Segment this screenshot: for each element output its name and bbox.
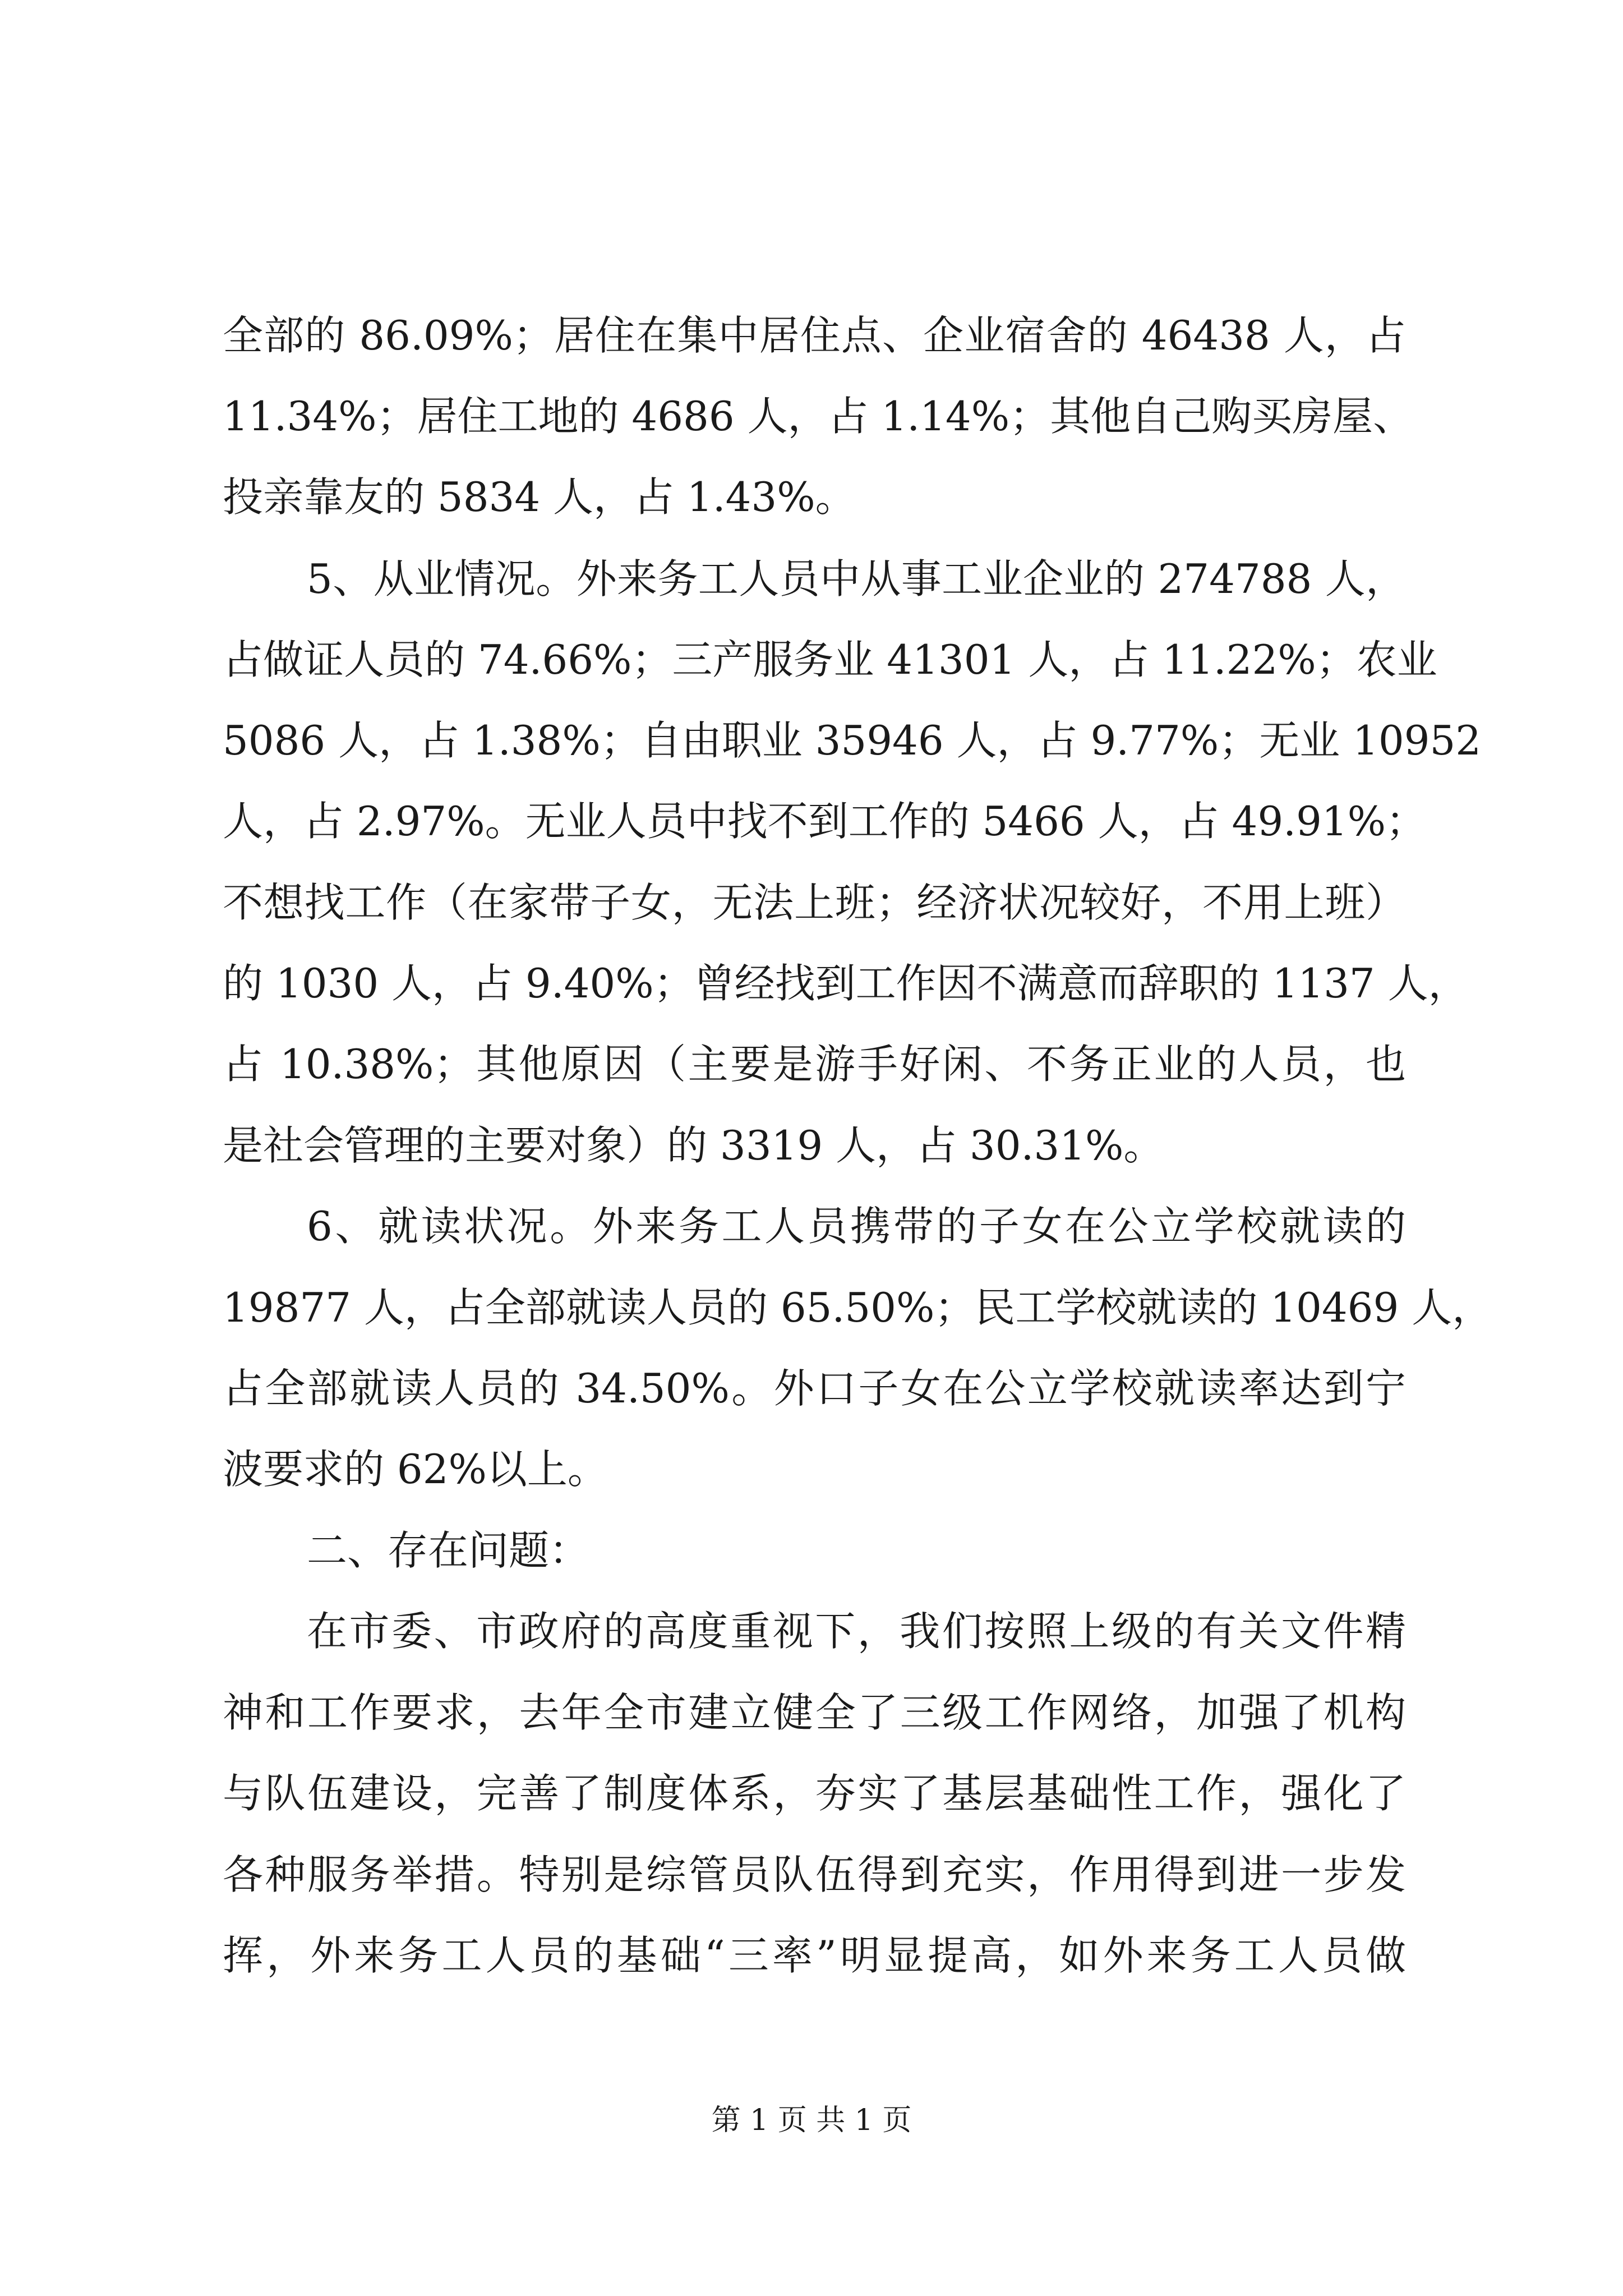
body-line: 占全部就读人员的 34.50%。外口子女在公立学校就读率达到宁 [223, 1365, 1406, 1412]
body-line: 不想找工作（在家带子女，无法上班；经济状况较好，不用上班） [223, 879, 1406, 926]
body-line: 波要求的 62%以上。 [223, 1446, 608, 1493]
body-line: 全部的 86.09%；居住在集中居住点、企业宿舍的 46438 人，占 [223, 312, 1406, 359]
body-line: 神和工作要求，去年全市建立健全了三级工作网络，加强了机构 [223, 1689, 1406, 1736]
body-line: 占 10.38%；其他原因（主要是游手好闲、不务正业的人员，也 [223, 1041, 1406, 1088]
body-line: 各种服务举措。特别是综管员队伍得到充实，作用得到进一步发 [223, 1851, 1406, 1898]
body-line: 19877 人，占全部就读人员的 65.50%；民工学校就读的 10469 人， [223, 1284, 1493, 1331]
body-line: 5086 人，占 1.38%；自由职业 35946 人，占 9.77%；无业 10952 [223, 717, 1482, 764]
body-line: 占做证人员的 74.66%；三产服务业 41301 人，占 11.22%；农业 [223, 636, 1437, 683]
body-line: 投亲靠友的 5834 人，占 1.43%。 [223, 473, 856, 521]
body-line: 人，占 2.97%。无业人员中找不到工作的 5466 人，占 49.91%； [223, 798, 1427, 845]
page-number-footer: 第 1 页 共 1 页 [711, 2104, 912, 2137]
body-line: 是社会管理的主要对象）的 3319 人，占 30.31%。 [223, 1122, 1164, 1169]
body-line: 的 1030 人，占 9.40%；曾经找到工作因不满意而辞职的 1137 人， [223, 960, 1469, 1007]
section-6-heading-line: 6、就读状况。外来务工人员携带的子女在公立学校就读的 [307, 1203, 1406, 1250]
body-line: 在市委、市政府的高度重视下，我们按照上级的有关文件精 [307, 1608, 1406, 1655]
section-5-heading-line: 5、从业情况。外来务工人员中从事工业企业的 274788 人， [307, 555, 1406, 602]
body-line: 与队伍建设，完善了制度体系，夯实了基层基础性工作，强化了 [223, 1770, 1406, 1817]
body-line: 挥，外来务工人员的基础“三率”明显提高，如外来务工人员做 [223, 1932, 1406, 1979]
section-heading-problems: 二、存在问题： [307, 1527, 590, 1574]
body-line: 11.34%；居住工地的 4686 人，占 1.14%；其他自己购买房屋、 [223, 393, 1414, 440]
